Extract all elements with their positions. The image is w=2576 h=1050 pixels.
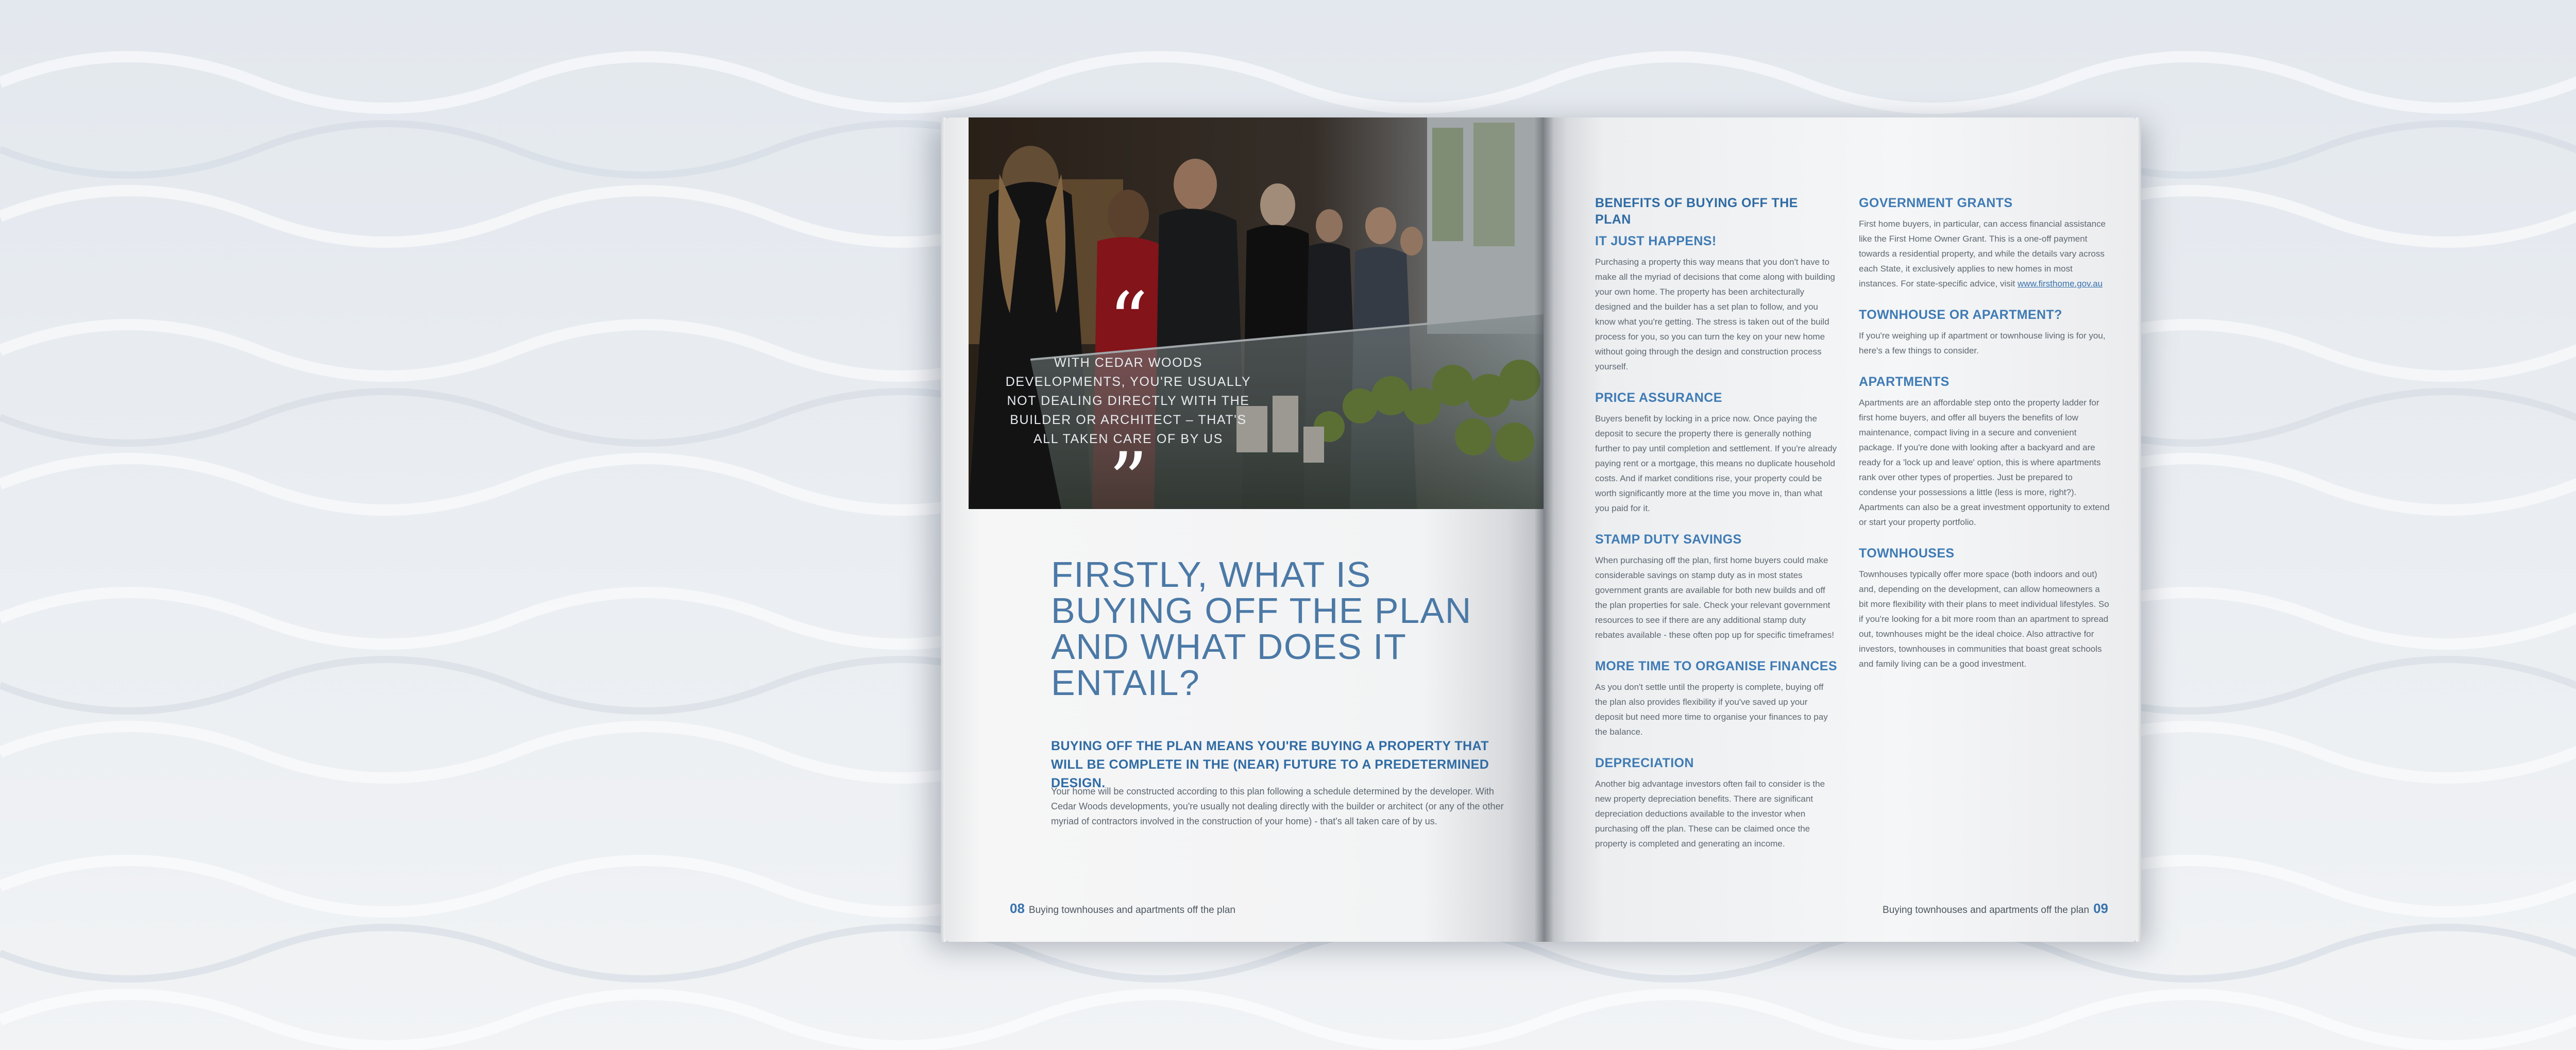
- footer-text: Buying townhouses and apartments off the plan: [1883, 905, 2090, 916]
- section-body: Another big advantage investors often fail to consider is the new property depreciation benefits. There are significant depreciation deductions available to the investor when purchasing off the plan. These can be claimed once the property is completed and generating an income.: [1595, 779, 1825, 849]
- townhouses-body: Townhouses typically offer more space (both indoors and out) and, depending on the development, can allow homeowners a bit more flexibility with their plans to meet individual lifestyles. So if you're looking for a bit more room than an apartment to spread out, townhouses might be the ideal choice. Also attractive for investors, townhouses in communities that boast great schools and family living can be a good investment.: [1859, 569, 2109, 669]
- pull-quote: [999, 276, 1257, 509]
- open-quote-icon: “: [1108, 276, 1148, 366]
- section-heading: PRICE ASSURANCE: [1595, 391, 1722, 405]
- benefits-column: [1595, 195, 1837, 867]
- grants-body: [1859, 216, 2111, 291]
- section-heading: DEPRECIATION: [1595, 756, 1694, 770]
- left-footer: [1010, 901, 1235, 917]
- page-number: 09: [2093, 901, 2108, 916]
- page-number: 08: [1010, 901, 1025, 916]
- pull-quote-text: WITH CEDAR WOODS DEVELOPMENTS, YOU'RE USUALLY NOT DEALING DIRECTLY WITH THE BUILDER OR ARCHITECT – THAT'S ALL TAKEN CARE OF BY US: [1005, 355, 1251, 446]
- spine-gutter: [1534, 117, 1554, 942]
- left-page: [945, 117, 1544, 942]
- townhouses-heading: TOWNHOUSES: [1859, 546, 1955, 561]
- intro-paragraph: Your home will be constructed according to this plan following a schedule determined by the developer. With Cedar Woods developments, you're usually not dealing directly with the builder or architect (or any of the other myriad of contractors involved in the construction of your home) - that's all taken care of by us.: [1051, 786, 1504, 826]
- section-body: When purchasing off the plan, first home buyers could make considerable savings on stamp duty as in most states government grants are available for both new builds and off the plan properties for sale. Check your relevant government resources to see if there are any additional stamp duty rebates available - these often pop up for specific timeframes!: [1595, 555, 1834, 640]
- benefits-title: BENEFITS OF BUYING OFF THE PLAN: [1595, 196, 1798, 227]
- footer-text: Buying townhouses and apartments off the plan: [1028, 905, 1235, 916]
- apartments-body: Apartments are an affordable step onto the property ladder for first home buyers, and offer all buyers the benefits of low maintenance, compact living in a secure and convenient package. If you're done with looking after a backyard and are ready for a 'lock up and leave' option, this is where apartments rank over other types of properties. Just be prepared to condense your possessions a little (less is more, right?). Apartments can also be a great investment opportunity to extend or start your property portfolio.: [1859, 398, 2110, 527]
- page-subheading: BUYING OFF THE PLAN MEANS YOU'RE BUYING A PROPERTY THAT WILL BE COMPLETE IN THE (NEAR) FUTURE TO A PREDETERMINED DESIGN.: [1051, 739, 1489, 790]
- grants-column: [1859, 195, 2111, 687]
- apartments-heading: APARTMENTS: [1859, 375, 1950, 389]
- section-heading: IT JUST HAPPENS!: [1595, 234, 1717, 248]
- section-body: Buyers benefit by locking in a price now. Once paying the deposit to secure the property there is generally nothing further to pay until completion and settlement. If you're already paying rent or a mortgage, this means no duplicate household costs. And if market conditions rise, your property could be worth significantly more at the time you move in, than what you paid for it.: [1595, 414, 1837, 513]
- grants-heading: GOVERNMENT GRANTS: [1859, 196, 2013, 210]
- hero-photo: [969, 117, 1544, 509]
- section-heading: STAMP DUTY SAVINGS: [1595, 532, 1742, 547]
- grants-link[interactable]: www.firsthome.gov.au: [2018, 279, 2103, 289]
- question-heading: TOWNHOUSE OR APARTMENT?: [1859, 308, 2062, 322]
- question-body: If you're weighing up if apartment or townhouse living is for you, here's a few things to consider.: [1859, 331, 2106, 355]
- grants-text: First home buyers, in particular, can access financial assistance like the First Home Owner Grant. This is a one-off payment towards a residential property, and while the details vary across each State, it exclusively applies to new homes in most instances. For state-specific advice, visit: [1859, 219, 2106, 289]
- right-footer: [1883, 901, 2108, 917]
- close-quote-icon: ”: [1108, 436, 1148, 509]
- right-page: [1544, 117, 2137, 942]
- section-heading: MORE TIME TO ORGANISE FINANCES: [1595, 659, 1837, 673]
- section-body: As you don't settle until the property is complete, buying off the plan also provides flexibility if you've saved up your deposit but need more time to organise your finances to pay the balance.: [1595, 682, 1828, 737]
- section-body: Purchasing a property this way means that you don't have to make all the myriad of decisions that come along with building your own home. The property has been architecturally designed and the builder has a set plan to follow, and you know what you're getting. The stress is taken out of the build process for you, so you can turn the key on your new home without going through the design and construction process yourself.: [1595, 257, 1835, 371]
- page-headline: FIRSTLY, WHAT IS BUYING OFF THE PLAN AND WHAT DOES IT ENTAIL?: [1051, 554, 1472, 703]
